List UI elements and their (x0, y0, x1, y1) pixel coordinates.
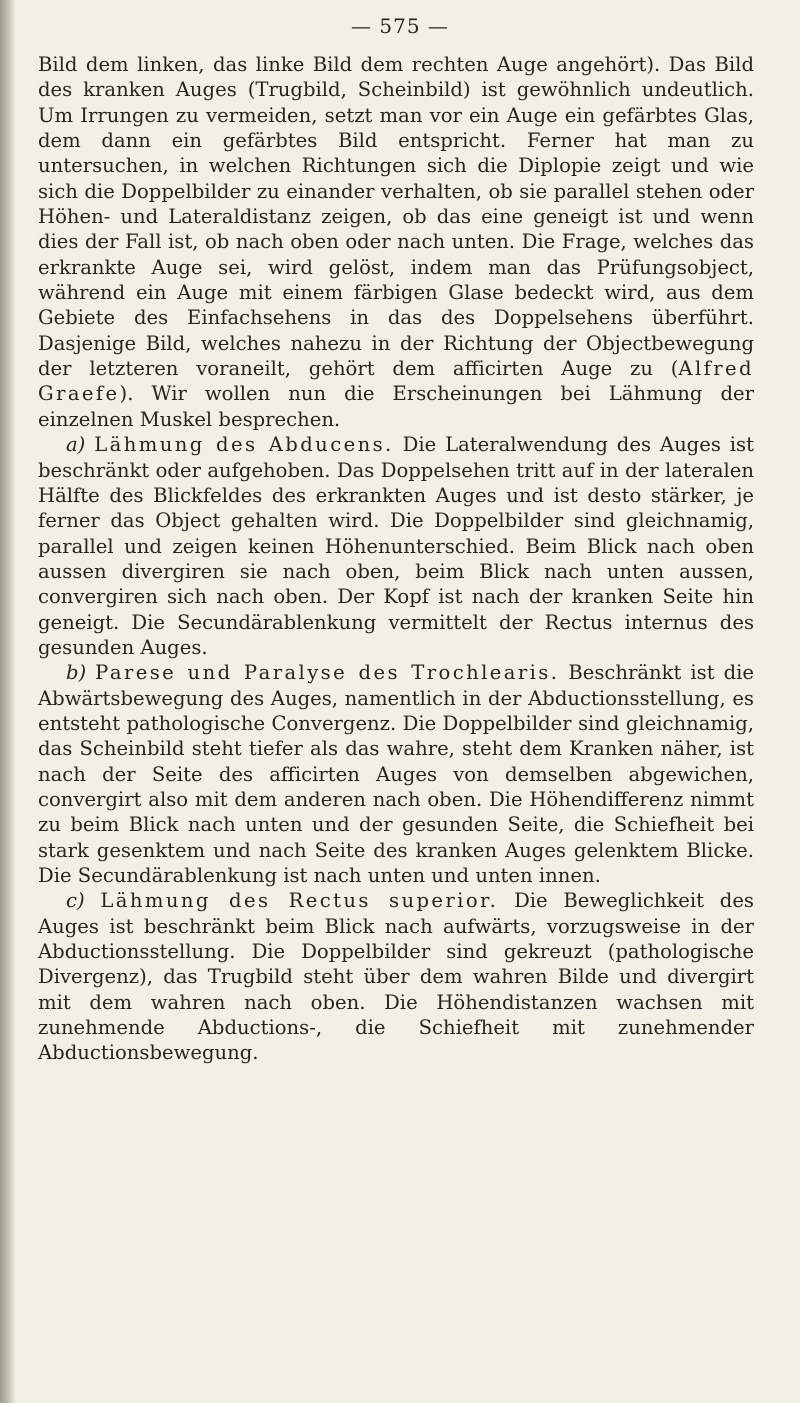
paragraph-rectus-superior (38, 888, 754, 1065)
section-heading: Lähmung des Rectus superior. (100, 889, 499, 913)
section-letter: a) (66, 433, 86, 457)
paragraph-text-end: ). Wir wollen nun die Erscheinungen bei Lähmung der einzelnen Muskel besprechen. (38, 382, 754, 431)
paragraph-text: Bild dem linken, das linke Bild dem rechten Auge angehört). Das Bild des kranken Auges (Trugbild, Scheinbild) ist gewöhnlich undeutlich. Um Irrungen zu vermeiden, setzt man vor ein Auge ein gefärbtes Glas, dem dann ein gefärbtes Bild entspricht. Ferner hat man zu untersuchen, in welchen Richtungen sich die Diplopie zeigt und wie sich die Doppelbilder zu einander verhalten, ob sie parallel stehen oder Höhen- und Lateraldistanz zeigen, ob das eine geneigt ist und wenn dies der Fall ist, ob nach oben oder nach unten. Die Frage, welches das erkrankte Auge sei, wird gelöst, indem man das Prüfungsobject, während ein Auge mit einem färbigen Glase bedeckt wird, aus dem Gebiete des Einfachsehens in das des Doppelsehens überführt. Dasjenige Bild, welches nahezu in der Richtung der Objectbewegung der letzteren voraneilt, gehört dem afficirten Auge zu ( (38, 53, 754, 381)
section-heading: Lähmung des Abducens. (94, 433, 394, 457)
paragraph-diplopie-intro (38, 52, 754, 432)
page-number: — 575 — (351, 14, 449, 38)
paragraph-text: Die Beweglichkeit des Auges ist beschränkt beim Blick nach aufwärts, vorzugsweise in der Abductionsstellung. Die Doppelbilder sind gekreuzt (pathologische Divergenz), das Trugbild steht über dem wahren Bilde und divergirt mit dem wahren nach oben. Die Höhendistanzen wachsen mit zunehmende Abductions-, die Schiefheit mit zunehmender Abductionsbewegung. (38, 889, 754, 1065)
section-letter: b) (66, 661, 87, 685)
document-body (38, 52, 754, 1066)
paragraph-text: Die Lateralwendung des Auges ist beschränkt oder aufgehoben. Das Doppelsehen tritt auf in der lateralen Hälfte des Blickfeldes des erkrankten Auges und ist desto stärker, je ferner das Object gehalten wird. Die Doppelbilder sind gleichnamig, parallel und zeigen keinen Höhenunterschied. Beim Blick nach oben aussen divergiren sie nach oben, beim Blick nach unten aussen, convergiren sich nach oben. Der Kopf ist nach der kranken Seite hin geneigt. Die Secundärablenkung vermittelt der Rectus internus des gesunden Auges. (38, 433, 754, 659)
page-binding-edge (0, 0, 16, 1403)
paragraph-abducens (38, 432, 754, 660)
paragraph-trochlearis (38, 660, 754, 888)
section-letter: c) (66, 889, 85, 913)
section-heading: Parese und Paralyse des Trochlearis. (95, 661, 560, 685)
paragraph-text: Beschränkt ist die Abwärtsbewegung des Auges, namentlich in der Abductionsstellung, es entsteht pathologische Convergenz. Die Doppelbilder sind gleichnamig, das Scheinbild steht tiefer als das wahre, steht dem Kranken näher, ist nach der Seite des afficirten Auges von demselben abgewichen, convergirt also mit dem anderen nach oben. Die Höhendifferenz nimmt zu beim Blick nach unten und der gesunden Seite, die Schiefheit bei stark gesenktem und nach Seite des kranken Auges gelenktem Blicke. Die Secundärablenkung ist nach unten und unten innen. (38, 661, 754, 887)
author-name: Alfred Graefe (38, 357, 754, 406)
